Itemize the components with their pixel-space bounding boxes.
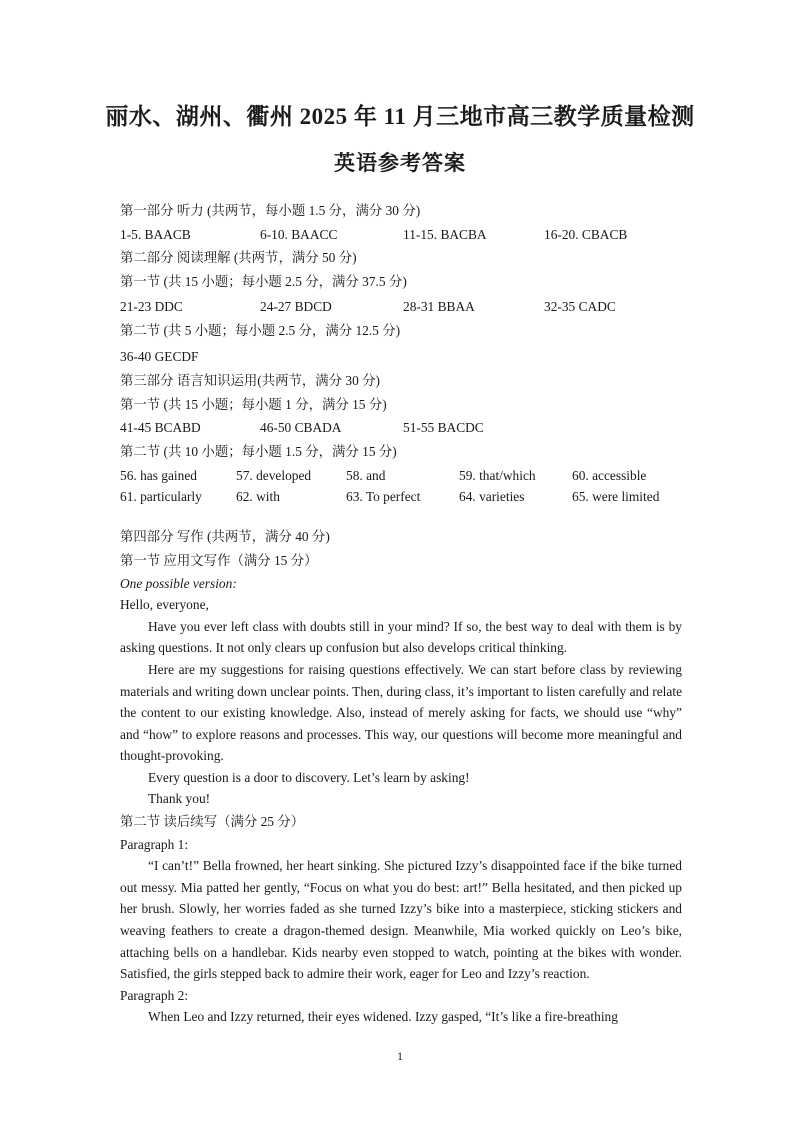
answer-content — [120, 199, 682, 1028]
part2-section1-answers — [120, 293, 682, 319]
part4-heading: 第四部分 写作 (共两节，满分 40 分) — [120, 529, 330, 545]
continuation-paragraph2: When Leo and Izzy returned, their eyes widened. Izzy gasped, “It’s like a fire-breathing — [148, 1009, 618, 1025]
answer-group: 24-27 BDCD — [260, 299, 332, 315]
answer-item: 60. accessible — [572, 468, 647, 484]
answer-item: 63. To perfect — [346, 489, 421, 505]
part4-section1-heading: 第一节 应用文写作（满分 15 分） — [120, 552, 318, 568]
paragraph2-label: Paragraph 2: — [120, 987, 189, 1003]
letter-paragraph: Here are my suggestions for raising questions effectively. We can start before class by reviewing materials and writing down unclear points. Then, during class, it’s important to listen carefully and relate the content to our existing knowledge. Also, instead of merely asking for facts, we should use “why” and “how” to explore reasons and processes. This way, our questions will become more meaningful and thought-provoking. — [120, 661, 683, 764]
paragraph1-label: Paragraph 1: — [120, 836, 189, 852]
part3-section2-heading: 第二节 (共 10 小题；每小题 1.5 分，满分 15 分) — [120, 443, 397, 459]
part3-section1-heading: 第一节 (共 15 小题；每小题 1 分，满分 15 分) — [120, 396, 387, 412]
continuation-paragraph1: “I can’t!” Bella frowned, her heart sinking. She pictured Izzy’s disappointed face if the bike turned out messy. Mia patted her gently, “Focus on what you do best: art!” Bella hesitated, and then picked up her brush. Slowly, her worries faded as she turned Izzy’s bike into a masterpiece, sticking stickers and weaving feathers to create a dragon-themed design. Meanwhile, Mia worked quickly on Leo’s bike, attaching bells on a handlebar. Kids nearby even stopped to watch, pointing at the bikes with wonder. Satisfied, the girls stepped back to admire their work, eager for Leo and Izzy’s reaction. — [120, 858, 682, 982]
section-gap — [120, 507, 682, 525]
answer-item: 64. varieties — [459, 489, 525, 505]
answer-group: 1-5. BAACB — [120, 226, 191, 242]
answer-group: 6-10. BAACC — [260, 226, 338, 242]
part3-heading: 第三部分 语言知识运用(共两节，满分 30 分) — [120, 372, 380, 388]
part3-section1-answers — [120, 416, 682, 440]
part3-section2-row2 — [120, 486, 682, 507]
answer-item: 59. that/which — [459, 468, 536, 484]
part2-section2-answers — [120, 343, 682, 369]
answer-item: 62. with — [236, 489, 280, 505]
answer-item: 57. developed — [236, 468, 312, 484]
answer-group: 28-31 BBAA — [403, 299, 475, 315]
letter-paragraph: Every question is a door to discovery. Let’s learn by asking! — [148, 769, 470, 785]
part4-section2-heading: 第二节 读后续写（满分 25 分） — [120, 814, 305, 830]
answer-group: 51-55 BACDC — [403, 420, 484, 436]
part1-answers — [120, 223, 682, 247]
letter-closing: Thank you! — [148, 791, 211, 807]
part2-section1-heading: 第一节 (共 15 小题；每小题 2.5 分，满分 37.5 分) — [120, 273, 407, 289]
document-subtitle: 英语参考答案 — [334, 151, 466, 175]
part1-heading: 第一部分 听力 (共两节，每小题 1.5 分，满分 30 分) — [120, 203, 421, 218]
answer-item: 56. has gained — [120, 468, 197, 484]
version-label: One possible version: — [120, 575, 237, 591]
answer-item: 61. particularly — [120, 489, 202, 505]
answer-group: 41-45 BCABD — [120, 420, 201, 436]
letter-paragraph: Have you ever left class with doubts still in your mind? If so, the best way to deal with them is by asking questions. It not only clears up confusion but also develops critical thinking. — [120, 618, 682, 656]
answer-group: 32-35 CADC — [544, 299, 616, 315]
part2-heading: 第二部分 阅读理解 (共两节，满分 50 分) — [120, 250, 357, 266]
answer-group: 46-50 CBADA — [260, 420, 342, 436]
answer-group: 16-20. CBACB — [544, 226, 628, 242]
part3-section2-row1 — [120, 465, 682, 486]
page-number: 1 — [397, 1049, 403, 1063]
part2-section2-heading: 第二节 (共 5 小题；每小题 2.5 分，满分 12.5 分) — [120, 323, 401, 339]
answer-item: 65. were limited — [572, 489, 660, 505]
letter-greeting: Hello, everyone, — [120, 597, 209, 613]
answer-item: 58. and — [346, 468, 386, 484]
answer-group: 36-40 GECDF — [120, 348, 199, 364]
document-title: 丽水、湖州、衢州 2025 年 11 月三地市高三教学质量检测 — [105, 104, 695, 129]
answer-group: 11-15. BACBA — [403, 226, 487, 242]
answer-group: 21-23 DDC — [120, 299, 183, 315]
